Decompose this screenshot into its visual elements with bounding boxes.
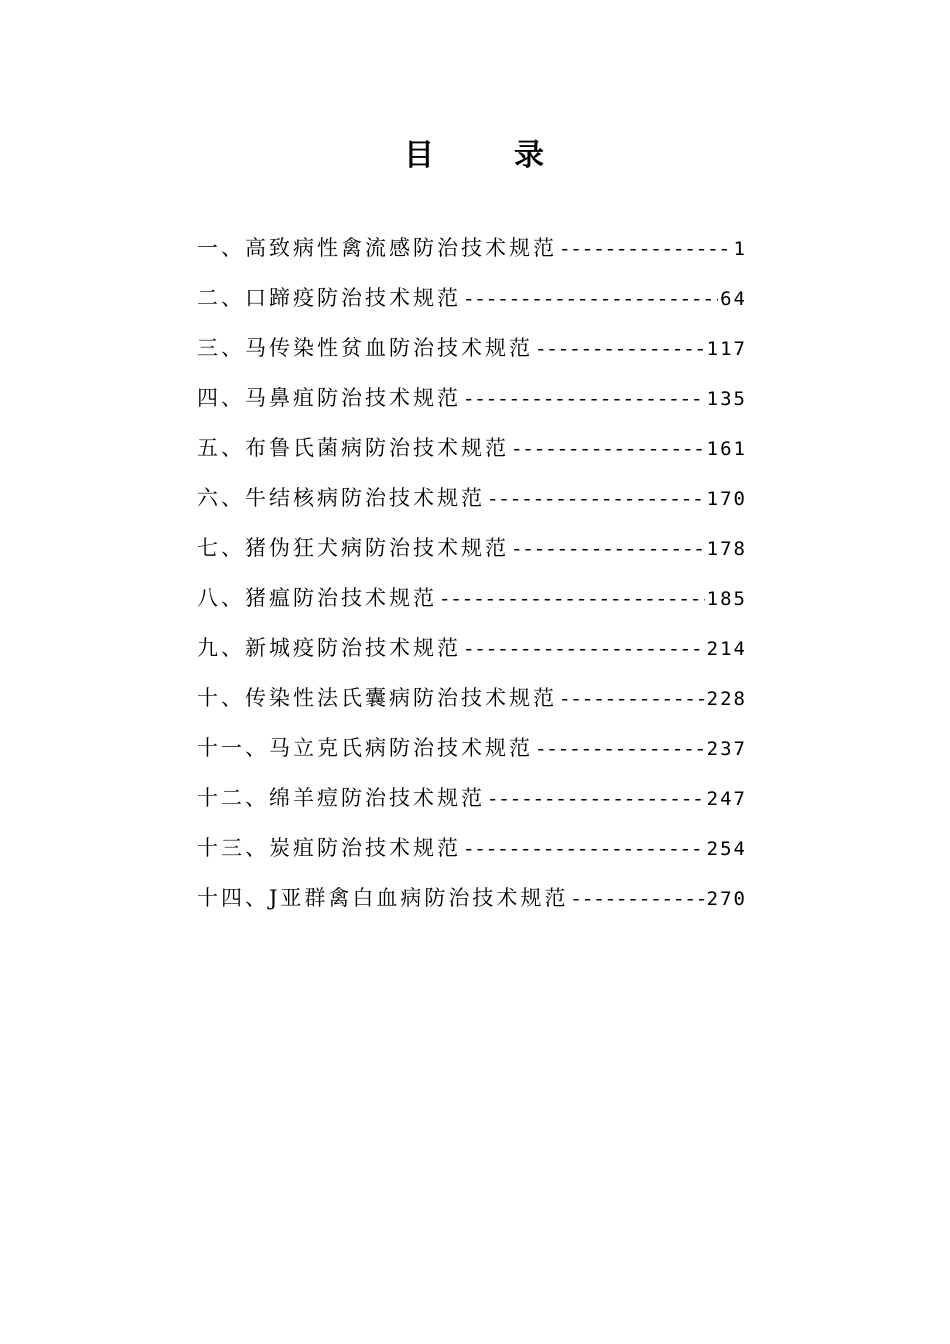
toc-entry-label: 八、猪瘟防治技术规范 bbox=[197, 586, 437, 610]
toc-leader-dashes bbox=[535, 739, 705, 761]
toc-entry bbox=[197, 782, 747, 832]
toc-entry-label: 七、猪伪狂犬病防治技术规范 bbox=[197, 536, 509, 560]
toc-entry bbox=[197, 232, 747, 282]
toc-entry-page: 254 bbox=[706, 838, 747, 860]
toc-leader-dashes bbox=[559, 239, 732, 261]
toc-entry bbox=[197, 832, 747, 882]
toc-entry-label: 一、高致病性禽流感防治技术规范 bbox=[197, 236, 557, 260]
toc-entry bbox=[197, 582, 747, 632]
toc-title-part1: 目 bbox=[404, 138, 436, 173]
toc-entry-label: 十二、绵羊痘防治技术规范 bbox=[197, 786, 485, 810]
toc-entry bbox=[197, 882, 747, 932]
toc-entry-page: 185 bbox=[706, 588, 747, 610]
toc-leader-dashes bbox=[463, 389, 705, 411]
toc-entry bbox=[197, 532, 747, 582]
toc-leader-dashes bbox=[439, 589, 705, 611]
toc-title bbox=[0, 130, 950, 174]
toc-entry bbox=[197, 432, 747, 482]
toc-entry-page: 228 bbox=[706, 688, 747, 710]
toc-leader-dashes bbox=[463, 839, 705, 861]
toc-leader-dashes bbox=[463, 639, 705, 661]
toc-entry-label: 九、新城疫防治技术规范 bbox=[197, 636, 461, 660]
toc-entry-label: 六、牛结核病防治技术规范 bbox=[197, 486, 485, 510]
toc-entry-label: 十一、马立克氏病防治技术规范 bbox=[197, 736, 533, 760]
toc-leader-dashes bbox=[535, 339, 705, 361]
toc-leader-dashes bbox=[570, 889, 704, 911]
toc-entry-page: 64 bbox=[720, 288, 747, 310]
toc-entry bbox=[197, 482, 747, 532]
toc-entry bbox=[197, 382, 747, 432]
toc-entry-page: 135 bbox=[706, 388, 747, 410]
toc-leader-dashes bbox=[463, 289, 718, 311]
toc-leader-dashes bbox=[487, 789, 705, 811]
toc-entry-page: 178 bbox=[706, 538, 747, 560]
toc-entry-label: 十三、炭疽防治技术规范 bbox=[197, 836, 461, 860]
toc-entry-page: 161 bbox=[706, 438, 747, 460]
toc-entry-label: 十四、J亚群禽白血病防治技术规范 bbox=[197, 886, 569, 910]
toc-entry-page: 237 bbox=[706, 738, 747, 760]
toc-entry-page: 117 bbox=[706, 338, 747, 360]
toc-entry bbox=[197, 682, 747, 732]
toc-entry-label: 三、马传染性贫血防治技术规范 bbox=[197, 336, 533, 360]
toc-entry-label: 四、马鼻疽防治技术规范 bbox=[197, 386, 461, 410]
toc-entry-label: 十、传染性法氏囊病防治技术规范 bbox=[197, 686, 557, 710]
toc-entry-page: 247 bbox=[706, 788, 747, 810]
toc-title-part2: 录 bbox=[514, 138, 546, 173]
toc-entry bbox=[197, 632, 747, 682]
toc-entry-page: 1 bbox=[733, 238, 747, 260]
toc-entry-page: 270 bbox=[706, 888, 747, 910]
toc-entry-label: 二、口蹄疫防治技术规范 bbox=[197, 286, 461, 310]
toc-leader-dashes bbox=[559, 689, 705, 711]
toc-leader-dashes bbox=[487, 489, 705, 511]
toc-entry-page: 214 bbox=[706, 638, 747, 660]
toc-entry bbox=[197, 282, 747, 332]
toc-entry bbox=[197, 332, 747, 382]
table-of-contents bbox=[197, 232, 747, 932]
toc-leader-dashes bbox=[511, 439, 705, 461]
toc-entry-label: 五、布鲁氏菌病防治技术规范 bbox=[197, 436, 509, 460]
toc-leader-dashes bbox=[511, 539, 705, 561]
toc-entry-page: 170 bbox=[706, 488, 747, 510]
toc-entry bbox=[197, 732, 747, 782]
